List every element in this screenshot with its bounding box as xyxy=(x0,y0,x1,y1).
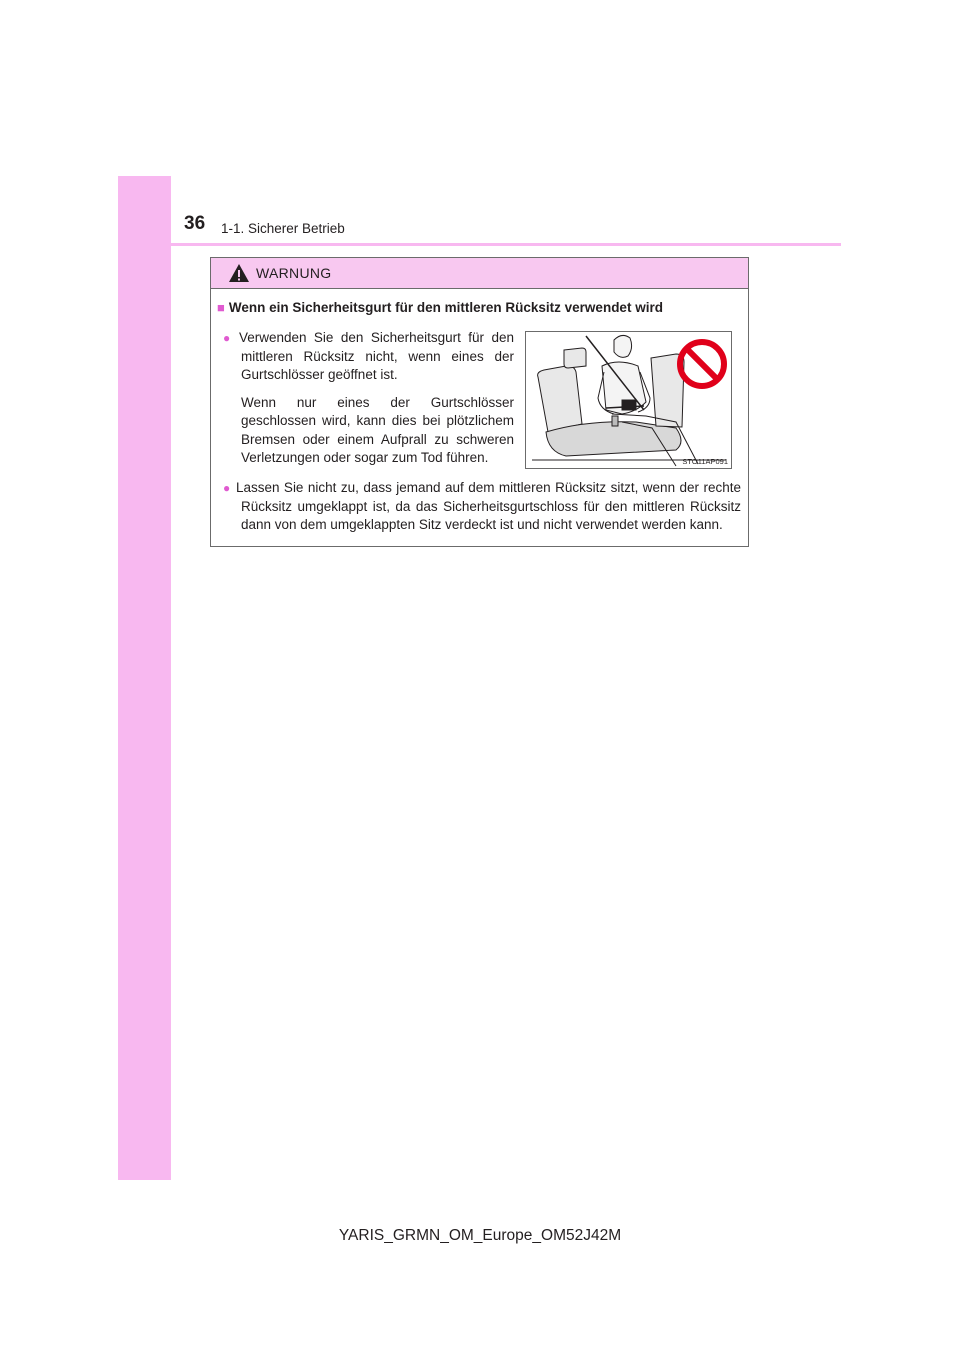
chapter-tab-band xyxy=(118,176,171,1180)
round-bullet-icon: ● xyxy=(223,331,234,345)
warning-topic-text: Wenn ein Sicherheitsgurt für den mittleren Rücksitz verwendet wird xyxy=(228,300,663,315)
warning-box xyxy=(210,257,749,547)
bullet-item-2 xyxy=(223,479,741,535)
seatbelt-illustration xyxy=(525,331,732,469)
round-bullet-icon: ● xyxy=(223,481,231,495)
warning-topic xyxy=(217,299,744,317)
square-bullet-icon: ■ xyxy=(217,300,225,315)
bullet-1-text: Verwenden Sie den Sicherheitsgurt für den mittleren Rücksitz nicht, wenn eines der Gurtschlösser geöffnet ist. xyxy=(238,330,515,382)
header-rule xyxy=(118,243,841,246)
document-code-footer: YARIS_GRMN_OM_Europe_OM52J42M xyxy=(338,1227,622,1244)
page-number: 36 xyxy=(184,213,206,234)
warning-triangle-icon xyxy=(228,263,250,283)
bullet-1-continuation: Wenn nur eines der Gurtschlösser geschlossen wird, kann dies bei plötzlichem Bremsen oder einem Aufprall zu schweren Verletzungen oder sogar zum Tod führen. xyxy=(241,394,514,465)
prohibition-icon xyxy=(676,338,728,390)
section-title: 1-1. Sicherer Betrieb xyxy=(221,221,345,236)
illustration-code: STO11AP091 xyxy=(682,457,728,466)
warning-header xyxy=(211,258,748,289)
bullet-2-text: Lassen Sie nicht zu, dass jemand auf dem mittleren Rücksitz sitzt, wenn der rechte Rücksitz umgeklappt ist, da das Sicherheitsgurtschloss für den mittleren Rücksitz dann von dem umgeklappten Sitz verdeckt ist und nicht verwendet werden kann. xyxy=(235,480,742,532)
bullet-item-1 xyxy=(223,329,515,468)
warning-label: WARNUNG xyxy=(256,265,332,281)
